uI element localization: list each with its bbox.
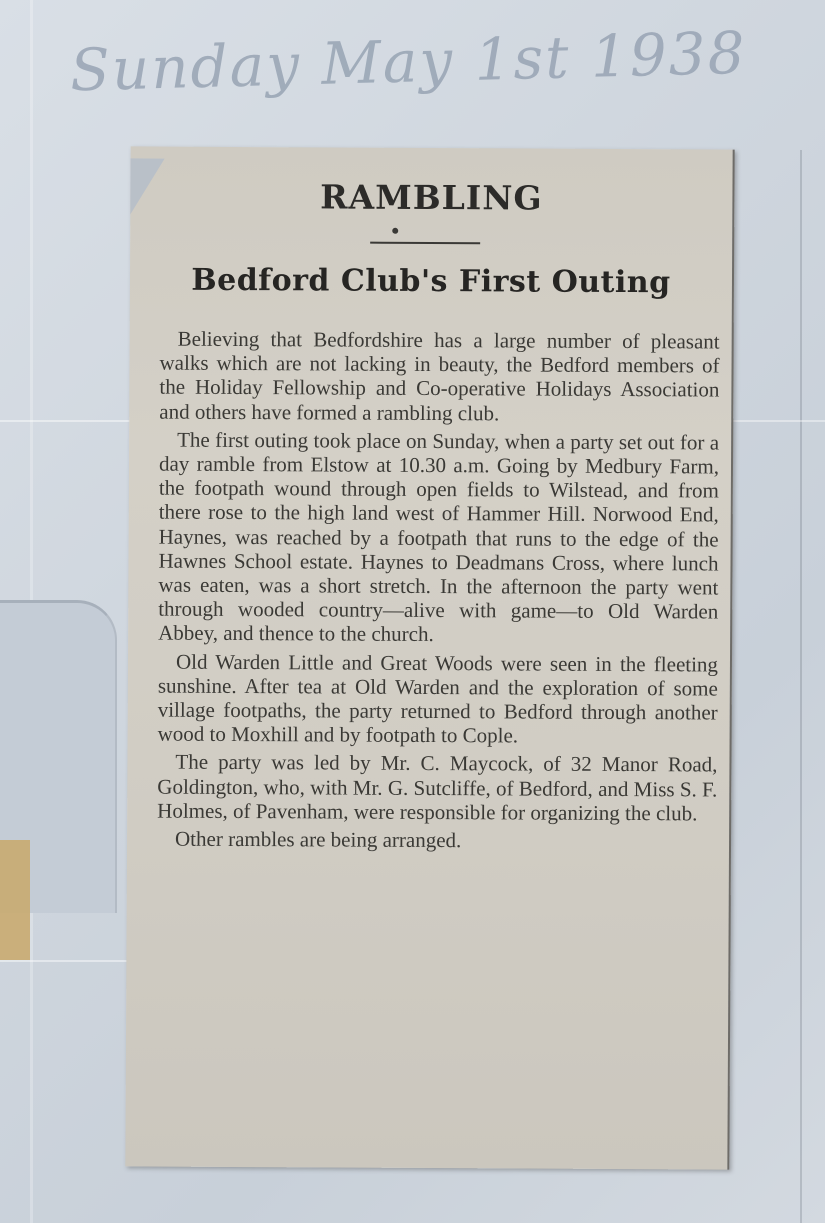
article-paragraph: Other rambles are being arranged. xyxy=(174,826,462,853)
heading-rule xyxy=(370,242,480,245)
page-crease xyxy=(800,150,802,1223)
handwritten-date-note: Sunday May 1st 1938 xyxy=(69,18,748,105)
section-heading: RAMBLING xyxy=(320,177,543,218)
article-paragraph: The first outing took place on Sunday, when a party set out for a day ramble from Elstow at 10.30 a.m. Going by Medbury Farm, the footpath wound through open fields to Wilstead, and from there rose to the high land west of Hammer Hill. Norwood End, Haynes, was reached by a footpath that runs to the edge of the Hawnes School estate. Haynes to Deadmans Cross, where lunch was eaten, was a short stretch. In the afternoon the party went through wooded country—alive with game—to Old Warden Abbey, and thence to the church. xyxy=(158,427,720,647)
adhesive-tape xyxy=(0,840,30,960)
newspaper-clipping xyxy=(125,146,734,1169)
article-paragraph: Old Warden Little and Great Woods were seen in the fleeting sunshine. After tea at Old Warden and the exploration of some village footpaths, the party returned to Bedford through another wood to Moxhill and by footpath to Cople. xyxy=(157,649,719,748)
page-crease xyxy=(730,420,825,422)
page-crease xyxy=(0,960,140,962)
article-paragraph: The party was led by Mr. C. Maycock, of 32 Manor Road, Goldington, who, with Mr. G. Sutcliffe, of Bedford, and Miss S. F. Holmes, of Pavenham, were responsible for organizing the club. xyxy=(157,750,718,826)
article-paragraph: Believing that Bedfordshire has a large number of pleasant walks which are not lacking in beauty, the Bedford members of the Holiday Fellowship and Co-operative Holidays Association and others have formed a rambling club. xyxy=(159,326,720,425)
heading-dot xyxy=(392,228,398,234)
page-crease xyxy=(0,420,140,422)
article-body xyxy=(157,327,720,858)
article-headline: Bedford Club's First Outing xyxy=(191,262,671,301)
